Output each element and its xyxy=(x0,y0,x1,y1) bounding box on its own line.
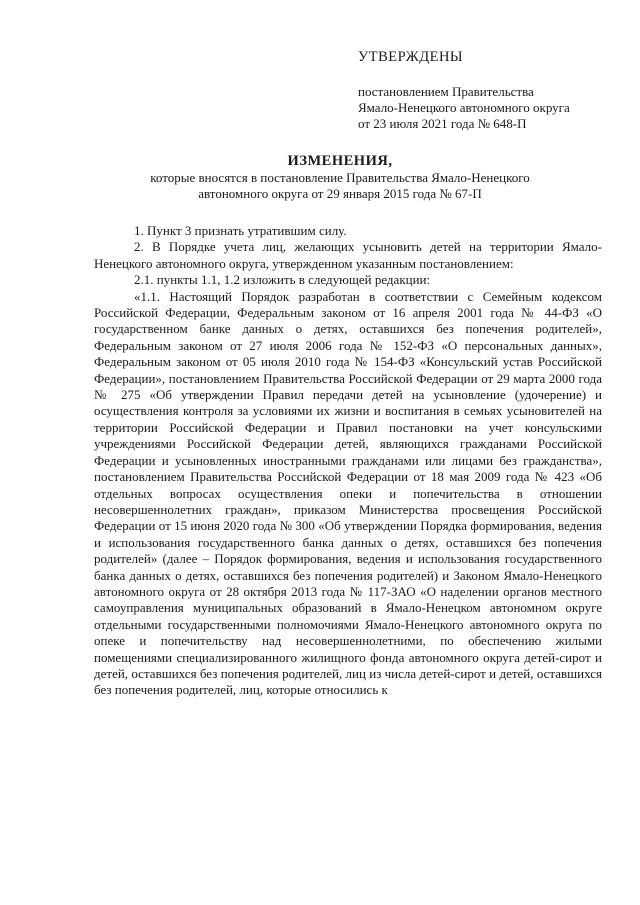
document-body xyxy=(94,223,602,699)
approval-line: Ямало-Ненецкого автономного округа xyxy=(358,100,570,115)
approval-title: УТВЕРЖДЕНЫ xyxy=(358,49,464,65)
document-subtitle xyxy=(80,170,600,202)
approval-line: от 23 июля 2021 года № 648-П xyxy=(358,116,527,131)
paragraph: 2. В Порядке учета лиц, желающих усыновить детей на территории Ямало-Ненецкого автономного округа, утвержденном указанным постановлением: xyxy=(94,239,602,271)
approval-block xyxy=(358,48,598,132)
subtitle-line: которые вносятся в постановление Правительства Ямало-Ненецкого xyxy=(150,170,530,185)
paragraph: 2.1. пункты 1.1, 1.2 изложить в следующей редакции: xyxy=(134,272,431,288)
paragraph: 1. Пункт 3 признать утратившим силу. xyxy=(134,223,347,238)
paragraph: «1.1. Настоящий Порядок разработан в соответствии с Семейным кодексом Российской Федерации, Федеральным законом от 16 апреля 2001 года № 44-ФЗ «О государственном банке данных о детях, оставшихся без попечения родителей», Федеральным законом от 27 июля 2006 года № 152-ФЗ «О персональных данных», Федеральным законом от 05 июля 2010 года № 154-ФЗ «Консульский устав Российской Федерации», постановлением Правительства Российской Федерации от 29 марта 2000 года № 275 «Об утверждении Правил передачи детей на усыновление (удочерение) и осуществления контроля за условиями их жизни и воспитания в семьях усыновителей на территории Российской Федерации и Правил постановки на учет консульскими учреждениями Российской Федерации детей, являющихся гражданами Российской Федерации и усыновленных иностранными гражданами или лицами без гражданства», постановлением Правительства Российской Федерации от 18 мая 2009 года № 423 «Об отдельных вопросах осуществления опеки и попечительства в отношении несовершеннолетних граждан», приказом Министерства просвещения Российской Федерации от 15 июня 2020 года № 300 «Об утверждении Порядка формирования, ведения и использования государственного банка данных о детях, оставшихся без попечения родителей» (далее – Порядок формирования, ведения и использования государственного банка данных о детях, оставшихся без попечения родителей) и Законом Ямало-Ненецкого автономного округа от 28 октября 2013 года № 117-ЗАО «О наделении органов местного самоуправления муниципальных образований в Ямало-Ненецком автономном округе отдельными государственными полномочиями Ямало-Ненецкого автономного округа по опеке и попечительству над несовершеннолетними, по обеспечению жилыми помещениями специализированного жилищного фонда автономного округа детей-сирот и детей, оставшихся без попечения родителей, лиц из числа детей-сирот и детей, оставшихся без попечения родителей, лиц, которые относились к xyxy=(94,288,602,698)
approval-line: постановлением Правительства xyxy=(358,84,534,99)
document-title: ИЗМЕНЕНИЯ, xyxy=(287,153,393,169)
subtitle-line: автономного округа от 29 января 2015 года № 67-П xyxy=(198,186,482,201)
